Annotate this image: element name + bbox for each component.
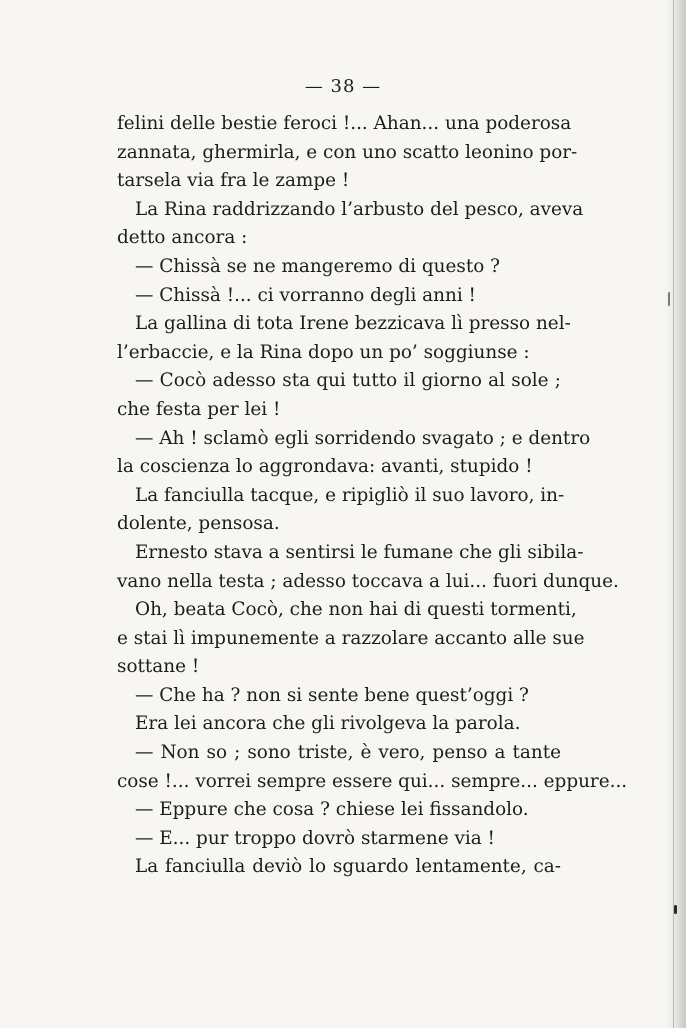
text-line: la coscienza lo aggrondava: avanti, stupido ! (117, 456, 533, 478)
page-number: — 38 — (304, 76, 382, 97)
text-line: — Che ha ? non si sente bene quest’oggi ? (135, 684, 529, 706)
ink-speck (674, 905, 677, 914)
text-line: detto ancora : (117, 227, 248, 249)
text-line: — Eppure che cosa ? chiese lei fissandolo. (135, 799, 529, 821)
text-line: e stai lì impunemente a razzolare accanto alle sue (117, 627, 585, 649)
text-line: felini delle bestie feroci !... Ahan... una poderosa (117, 113, 572, 134)
page-edge-shadow (673, 0, 674, 1028)
ink-speck (668, 292, 670, 306)
text-line: La Rina raddrizzando l’arbusto del pesco, aveva (135, 198, 584, 220)
text-line: — Cocò adesso sta qui tutto il giorno al sole ; (135, 370, 561, 392)
text-line: che festa per lei ! (117, 398, 281, 420)
text-line: Oh, beata Cocò, che non hai di questi tormenti, (135, 599, 577, 621)
text-line: Era lei ancora che gli rivolgeva la parola. (135, 713, 521, 735)
text-line: l’erbaccie, e la Rina dopo un po’ soggiunse : (117, 341, 530, 363)
text-line: La fanciulla tacque, e ripigliò il suo lavoro, in- (135, 484, 565, 506)
page-edge (664, 0, 686, 1028)
text-line: La gallina di tota Irene bezzicava lì presso nel- (135, 313, 571, 335)
text-line: — E... pur troppo dovrò starmene via ! (135, 827, 495, 849)
text-line: — Non so ; sono triste, è vero, penso a tante (135, 742, 561, 764)
text-line: — Chissà !... ci vorranno degli anni ! (135, 284, 476, 306)
book-text (117, 110, 628, 882)
text-line: — Chissà se ne mangeremo di questo ? (135, 255, 501, 277)
text-line: Ernesto stava a sentirsi le fumane che gli sibila- (135, 541, 584, 563)
text-line: sottane ! (117, 656, 200, 678)
text-line: — Ah ! sclamò egli sorridendo svagato ; e dentro (135, 427, 591, 449)
text-line: vano nella testa ; adesso toccava a lui... fuori dunque. (117, 570, 619, 592)
text-line: zannata, ghermirla, e con uno scatto leonino por- (117, 141, 578, 163)
text-line: dolente, pensosa. (117, 513, 280, 535)
text-line: La fanciulla deviò lo sguardo lentamente, ca- (135, 856, 561, 878)
text-line: tarsela via fra le zampe ! (117, 170, 350, 192)
text-line: cose !... vorrei sempre essere qui... sempre... eppure... (117, 770, 628, 792)
